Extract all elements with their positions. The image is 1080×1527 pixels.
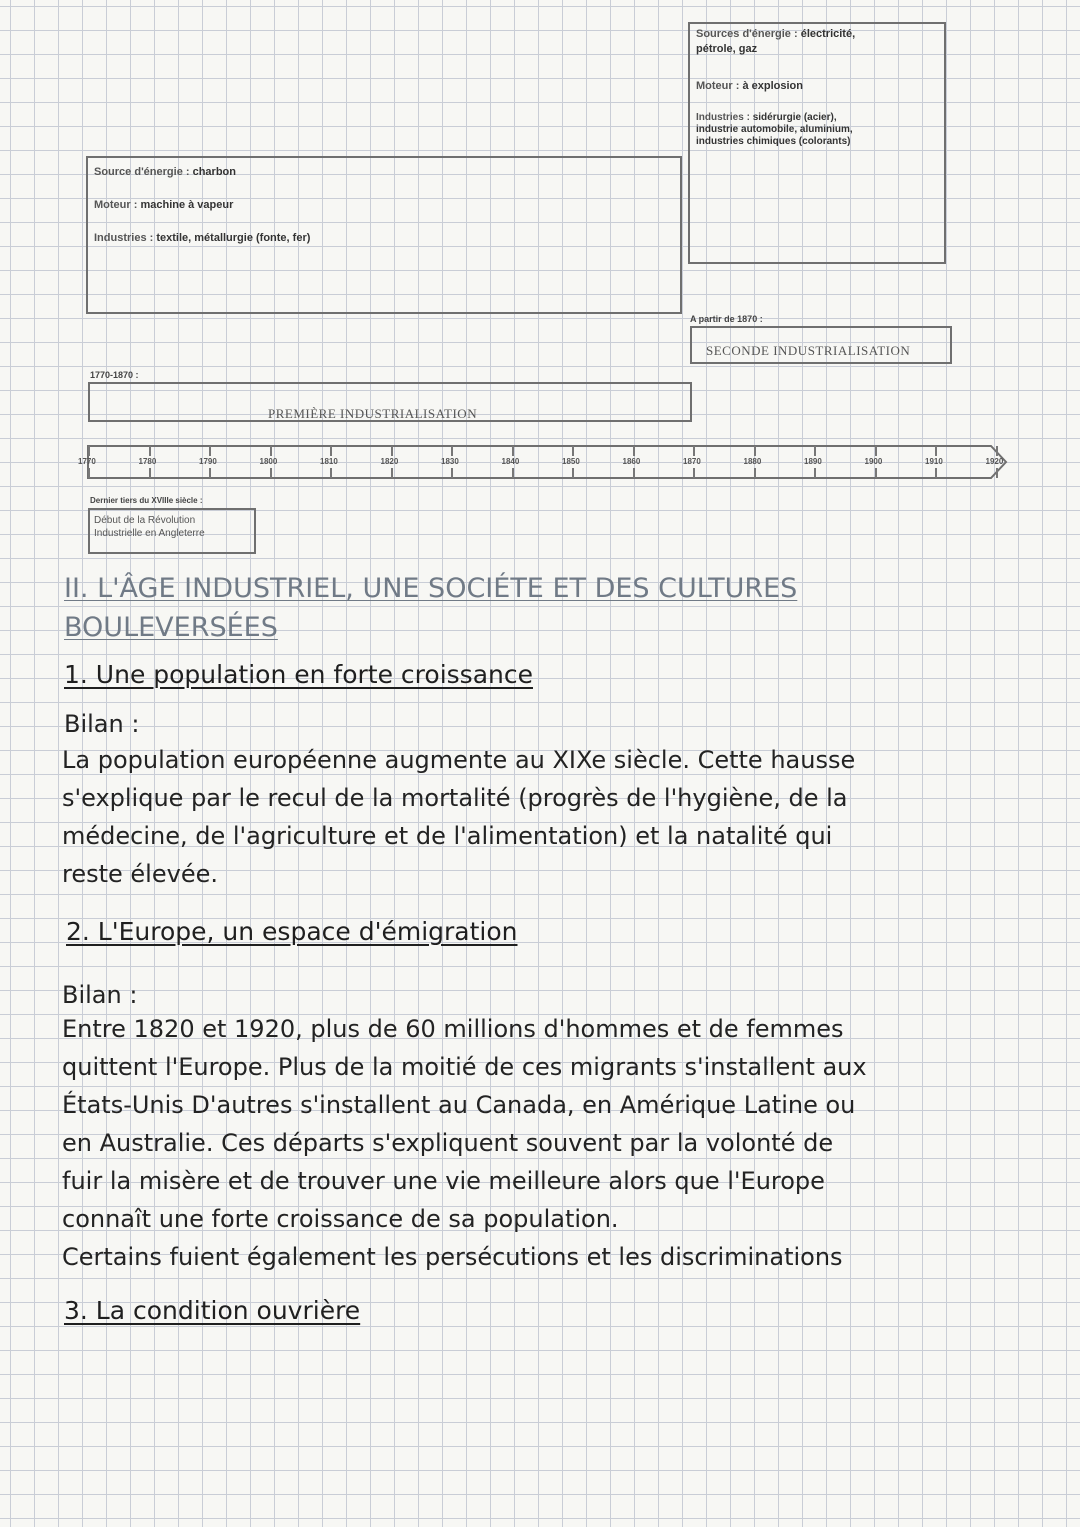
second-industrialisation-info-box: [688, 22, 946, 264]
timeline-tick: [935, 446, 937, 456]
second-energy-value-1: électricité,: [800, 28, 856, 40]
second-industries-label: Industries :: [696, 112, 750, 123]
second-energy-label: Sources d'énergie :: [696, 28, 798, 40]
timeline-year-label: 1880: [743, 457, 762, 466]
timeline-tick: [875, 468, 877, 478]
part-2-line: États-Unis D'autres s'installent au Canada, en Amérique Latine ou: [62, 1091, 856, 1119]
timeline-tick: [88, 446, 90, 456]
timeline-tick: [391, 446, 393, 456]
timeline-tick: [512, 446, 514, 456]
timeline-tick: [935, 468, 937, 478]
timeline-tick: [149, 468, 151, 478]
part-1-line: médecine, de l'agriculture et de l'alimentation) et la natalité qui: [62, 822, 833, 850]
timeline-tick: [330, 468, 332, 478]
part-3-heading: 3. La condition ouvrière: [64, 1296, 361, 1325]
first-motor-value: machine à vapeur: [140, 199, 234, 211]
second-motor-line: [696, 80, 803, 92]
timeline-tick: [814, 446, 816, 456]
part-2-bilan: Bilan :: [62, 981, 138, 1009]
first-industries-line: [94, 232, 310, 244]
first-industries-value: textile, métallurgie (fonte, fer): [156, 232, 311, 244]
second-motor-label: Moteur :: [696, 80, 740, 92]
timeline-tick: [875, 446, 877, 456]
timeline-tick: [88, 468, 90, 478]
part-2-paragraph: [62, 1010, 1042, 1276]
first-industrialisation-info-box: [86, 156, 682, 314]
timeline-tick: [572, 468, 574, 478]
first-motor-line: [94, 199, 233, 211]
timeline-tick: [572, 446, 574, 456]
second-energy-line: [696, 28, 855, 40]
timeline-year-label: 1850: [562, 457, 580, 466]
part-1-line: s'explique par le recul de la mortalité (progrès de l'hygiène, de la: [62, 784, 848, 812]
part-2-line: en Australie. Ces départs s'expliquent souvent par la volonté de: [62, 1129, 834, 1157]
part-2-heading: 2. L'Europe, un espace d'émigration: [66, 917, 518, 946]
timeline-year-label: 1890: [804, 457, 822, 466]
period-1-date-label: 1770-1870 :: [90, 370, 139, 380]
timeline-tick: [270, 468, 272, 478]
timeline-tick: [693, 468, 695, 478]
timeline-year-label: 1910: [925, 457, 943, 466]
timeline-tick: [451, 468, 453, 478]
timeline-tick: [330, 446, 332, 456]
event-text: [94, 514, 205, 540]
part-2-line: Entre 1820 et 1920, plus de 60 millions d'hommes et de femmes: [62, 1015, 844, 1043]
first-industries-label: Industries :: [94, 232, 154, 244]
timeline-tick: [693, 446, 695, 456]
timeline-year-label: 1780: [138, 457, 157, 466]
first-energy-label: Source d'énergie :: [94, 166, 190, 178]
timeline: [78, 440, 1016, 486]
timeline-year-label: 1840: [501, 457, 520, 466]
section-title-line-2: BOULEVERSÉES: [64, 612, 278, 643]
second-industries-value-3: industries chimiques (colorants): [696, 136, 851, 147]
timeline-year-label: 1920: [985, 457, 1004, 466]
period-2-date-label: A partir de 1870 :: [690, 314, 763, 324]
first-motor-label: Moteur :: [94, 199, 138, 211]
event-box: [88, 508, 256, 554]
part-2-line: connaît une forte croissance de sa population.: [62, 1205, 619, 1233]
timeline-tick: [512, 468, 514, 478]
period-1-title: PREMIÈRE INDUSTRIALISATION: [268, 406, 478, 421]
period-1-band: [88, 382, 692, 422]
timeline-year-label: 1770: [78, 457, 96, 466]
period-2-band: [690, 326, 952, 364]
timeline-year-label: 1900: [864, 457, 883, 466]
first-energy-value: charbon: [192, 166, 236, 178]
section-title-line-1: II. L'ÂGE INDUSTRIEL, UNE SOCIÉTE ET DES CULTURES: [64, 573, 798, 604]
timeline-year-label: 1790: [199, 457, 217, 466]
timeline-tick: [996, 468, 998, 478]
timeline-tick: [754, 468, 756, 478]
part-1-heading: 1. Une population en forte croissance: [64, 660, 533, 689]
event-text-2: Industrielle en Angleterre: [94, 528, 205, 539]
timeline-year-label: 1800: [259, 457, 278, 466]
timeline-tick: [270, 446, 272, 456]
second-industries-value-1: sidérurgie (acier),: [752, 112, 837, 123]
part-1-line: reste élevée.: [62, 860, 218, 888]
part-1-bilan: Bilan :: [64, 710, 140, 738]
event-date-label: Dernier tiers du XVIIIe siècle :: [90, 496, 203, 505]
timeline-tick: [451, 446, 453, 456]
second-energy-value-2: pétrole, gaz: [696, 43, 758, 55]
part-1-paragraph: [62, 741, 1022, 893]
period-2-title: SECONDE INDUSTRIALISATION: [706, 343, 911, 358]
event-text-1: Début de la Révolution: [94, 515, 196, 526]
second-motor-value: à explosion: [742, 80, 803, 92]
timeline-tick: [996, 446, 998, 456]
timeline-tick: [633, 446, 635, 456]
part-1-line: La population européenne augmente au XIXe siècle. Cette hausse: [62, 746, 856, 774]
timeline-year-label: 1830: [441, 457, 459, 466]
timeline-year-label: 1860: [622, 457, 641, 466]
timeline-tick: [209, 446, 211, 456]
second-industries-block: [696, 112, 940, 148]
first-energy-line: [94, 166, 236, 178]
timeline-tick: [391, 468, 393, 478]
timeline-tick: [149, 446, 151, 456]
timeline-tick: [633, 468, 635, 478]
second-industries-value-2: industrie automobile, aluminium,: [696, 124, 853, 135]
timeline-tick: [814, 468, 816, 478]
part-2-line: fuir la misère et de trouver une vie meilleure alors que l'Europe: [62, 1167, 825, 1195]
timeline-year-label: 1820: [380, 457, 399, 466]
timeline-year-label: 1870: [683, 457, 701, 466]
part-2-line: Certains fuient également les persécutions et les discriminations: [62, 1243, 843, 1271]
timeline-year-label: 1810: [320, 457, 338, 466]
timeline-tick: [754, 446, 756, 456]
part-2-line: quittent l'Europe. Plus de la moitié de ces migrants s'installent aux: [62, 1053, 867, 1081]
timeline-tick: [209, 468, 211, 478]
